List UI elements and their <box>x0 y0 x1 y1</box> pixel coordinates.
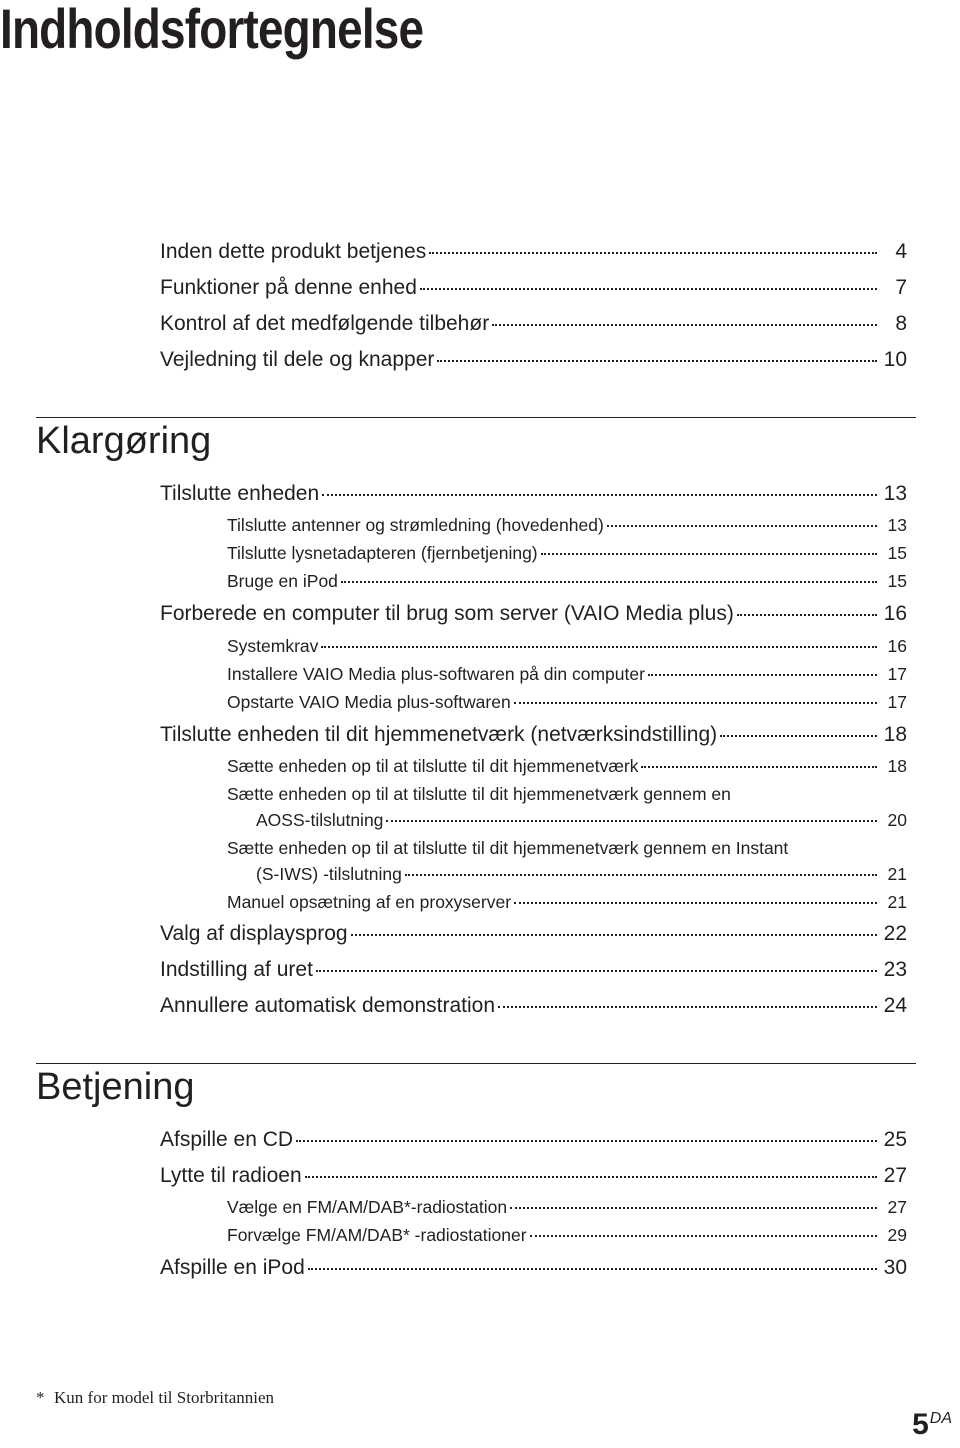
dot-leader <box>641 766 877 768</box>
toc-entry[interactable] <box>160 482 907 506</box>
toc-entry-label: Tilslutte lysnetadapteren (fjernbetjening) <box>227 543 538 563</box>
toc-entry[interactable] <box>160 348 907 372</box>
dot-leader <box>322 494 877 496</box>
toc-entry-label: Vejledning til dele og knapper <box>160 348 435 371</box>
toc-entry[interactable] <box>160 994 907 1018</box>
toc-subentry[interactable] <box>227 1197 907 1218</box>
dot-leader <box>510 1207 877 1209</box>
toc-entry-label: Manuel opsætning af en proxyserver <box>227 892 512 912</box>
dot-leader <box>607 525 877 527</box>
toc-page-number: 17 <box>887 664 907 684</box>
dot-leader <box>405 874 877 876</box>
section-divider <box>36 1063 916 1064</box>
toc-page-number: 21 <box>887 864 907 884</box>
toc-subentry[interactable] <box>227 636 907 657</box>
toc-entry-label: Indstilling af uret <box>160 958 313 981</box>
toc-entry[interactable] <box>160 1164 907 1188</box>
toc-page-number: 27 <box>887 1197 907 1217</box>
page-title: Indholdsfortegnelse <box>0 0 424 60</box>
toc-subentry[interactable] <box>256 864 907 885</box>
toc-entry-label: Bruge en iPod <box>227 571 338 591</box>
toc-entry[interactable] <box>160 240 907 264</box>
toc-entry-first-line[interactable]: Sætte enheden op til at tilslutte til dit hjemmenetværk gennem en <box>227 784 731 804</box>
toc-page-number: 21 <box>887 892 907 912</box>
dot-leader <box>648 674 877 676</box>
toc-entry-label: AOSS-tilslutning <box>256 810 384 830</box>
toc-subentry[interactable] <box>227 756 907 777</box>
dot-leader <box>420 288 877 290</box>
toc-page-number: 13 <box>883 482 907 505</box>
toc-entry[interactable] <box>160 1256 907 1280</box>
toc-page-number: 25 <box>883 1128 907 1151</box>
toc-entry-label: Systemkrav <box>227 636 319 656</box>
toc-page-number: 18 <box>883 723 907 746</box>
section-heading-betjening: Betjening <box>36 1066 195 1108</box>
toc-entry-label: Forvælge FM/AM/DAB* -radiostationer <box>227 1225 527 1245</box>
section-divider <box>36 417 916 418</box>
toc-entry-label: Afspille en CD <box>160 1128 294 1151</box>
toc-entry[interactable] <box>160 602 907 626</box>
dot-leader <box>530 1235 877 1237</box>
dot-leader <box>296 1140 877 1142</box>
toc-subentry[interactable] <box>227 692 907 713</box>
toc-entry[interactable] <box>160 922 907 946</box>
toc-entry[interactable] <box>160 312 907 336</box>
toc-page-number: 23 <box>883 958 907 981</box>
page-number-value: 5 <box>912 1408 929 1441</box>
dot-leader <box>308 1268 877 1270</box>
footnote-mark: * <box>36 1388 45 1407</box>
dot-leader <box>514 702 877 704</box>
dot-leader <box>429 252 877 254</box>
toc-entry-label: Lytte til radioen <box>160 1164 302 1187</box>
dot-leader <box>498 1006 877 1008</box>
toc-entry-label: Tilslutte antenner og strømledning (hovedenhed) <box>227 515 604 535</box>
page-number <box>912 1408 952 1442</box>
toc-entry-label: Vælge en FM/AM/DAB*-radiostation <box>227 1197 508 1217</box>
dot-leader <box>541 553 877 555</box>
toc-page-number: 16 <box>887 636 907 656</box>
toc-page-number: 20 <box>887 810 907 830</box>
dot-leader <box>437 360 877 362</box>
dot-leader <box>341 581 877 583</box>
toc-subentry[interactable] <box>227 515 907 536</box>
footnote-text: Kun for model til Storbritannien <box>54 1388 275 1407</box>
toc-subentry[interactable] <box>227 543 907 564</box>
toc-entry-first-line[interactable]: Sætte enheden op til at tilslutte til dit hjemmenetværk gennem en Instant <box>227 838 789 858</box>
toc-page-number: 22 <box>883 922 907 945</box>
toc-page-number: 17 <box>887 692 907 712</box>
dot-leader <box>492 324 877 326</box>
toc-entry-label: Kontrol af det medfølgende tilbehør <box>160 312 490 335</box>
footnote <box>36 1388 274 1408</box>
dot-leader <box>305 1176 877 1178</box>
toc-entry-label: Installere VAIO Media plus-softwaren på din computer <box>227 664 645 684</box>
toc-entry[interactable] <box>160 723 907 747</box>
dot-leader <box>386 820 877 822</box>
toc-entry-label: Inden dette produkt betjenes <box>160 240 427 263</box>
toc-page-number: 7 <box>895 276 907 299</box>
toc-page-number: 29 <box>887 1225 907 1245</box>
toc-page-number: 24 <box>883 994 907 1017</box>
toc-page-number: 30 <box>883 1256 907 1279</box>
toc-page-number: 15 <box>887 571 907 591</box>
dot-leader <box>514 902 877 904</box>
section-heading-klargoring: Klargøring <box>36 420 212 462</box>
toc-entry-label: Forberede en computer til brug som server (VAIO Media plus) <box>160 602 734 625</box>
toc-entry-label: Afspille en iPod <box>160 1256 305 1279</box>
toc-page-number: 15 <box>887 543 907 563</box>
dot-leader <box>321 646 877 648</box>
page-language-code: DA <box>929 1410 952 1427</box>
dot-leader <box>351 934 877 936</box>
toc-page-number: 8 <box>895 312 907 335</box>
toc-subentry[interactable] <box>256 810 907 831</box>
toc-page-number: 13 <box>887 515 907 535</box>
toc-entry-label: (S-IWS) -tilslutning <box>256 864 402 884</box>
toc-entry[interactable] <box>160 1128 907 1152</box>
toc-entry-label: Sætte enheden op til at tilslutte til dit hjemmenetværk <box>227 756 639 776</box>
toc-page-number: 4 <box>895 240 907 263</box>
toc-entry-label: Annullere automatisk demonstration <box>160 994 496 1017</box>
toc-entry-label: Tilslutte enheden til dit hjemmenetværk (netværksindstilling) <box>160 723 718 746</box>
toc-entry-label: Opstarte VAIO Media plus-softwaren <box>227 692 511 712</box>
toc-page-number: 16 <box>883 602 907 625</box>
toc-entry[interactable] <box>160 958 907 982</box>
toc-subentry[interactable] <box>227 1225 907 1246</box>
toc-entry[interactable] <box>160 276 907 300</box>
toc-entry-label: Funktioner på denne enhed <box>160 276 417 299</box>
dot-leader <box>720 735 877 737</box>
toc-page-number: 10 <box>883 348 907 371</box>
toc-subentry[interactable] <box>227 664 907 685</box>
dot-leader <box>316 970 877 972</box>
dot-leader <box>737 614 877 616</box>
toc-subentry[interactable] <box>227 892 907 913</box>
toc-entry-label: Tilslutte enheden <box>160 482 320 505</box>
toc-subentry[interactable] <box>227 571 907 592</box>
toc-page-number: 27 <box>883 1164 907 1187</box>
toc-page-number: 18 <box>887 756 907 776</box>
toc-entry-label: Valg af displaysprog <box>160 922 348 945</box>
